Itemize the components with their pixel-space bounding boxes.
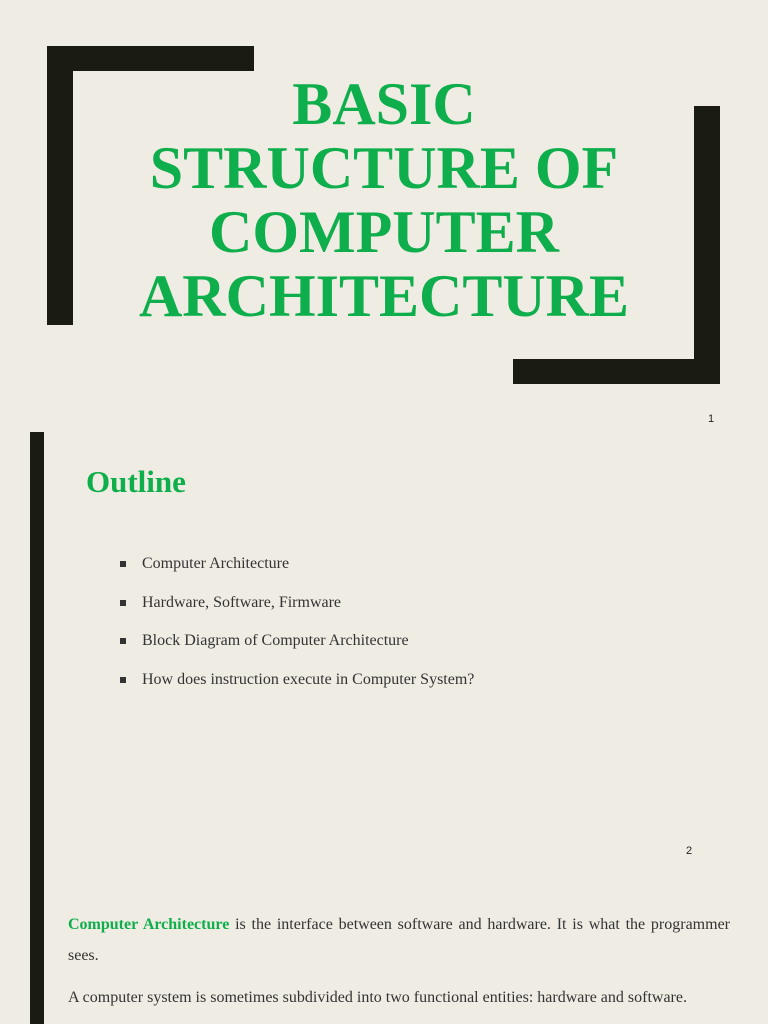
title-line: BASIC <box>292 71 476 137</box>
title-line: COMPUTER <box>209 199 559 265</box>
outline-heading: Outline <box>86 464 186 499</box>
term-computer-architecture: Computer Architecture <box>68 916 230 933</box>
left-accent-bar <box>30 432 44 865</box>
list-item <box>118 670 474 709</box>
slide-2 <box>0 432 768 865</box>
bullet-icon <box>120 677 126 683</box>
definition-paragraph <box>68 909 730 971</box>
corner-bar-bottom-right-vertical <box>694 106 720 384</box>
slide-3 <box>0 865 768 1024</box>
page-number: 1 <box>708 413 715 425</box>
list-item-text: How does instruction execute in Computer System? <box>142 670 475 688</box>
page-number: 2 <box>686 845 693 857</box>
bullet-icon <box>120 600 126 606</box>
list-item <box>118 593 474 632</box>
list-item-text: Block Diagram of Computer Architecture <box>142 632 409 649</box>
corner-bar-bottom-right-horizontal <box>513 359 720 384</box>
list-item <box>118 554 474 593</box>
slide-title <box>100 72 668 328</box>
list-item <box>118 631 474 670</box>
list-item-text: Computer Architecture <box>142 555 290 572</box>
outline-list <box>118 554 474 708</box>
bullet-icon <box>120 561 126 567</box>
list-item-text: Hardware, Software, Firmware <box>142 593 342 611</box>
title-line: STRUCTURE OF <box>149 135 619 201</box>
corner-bar-top-left-horizontal <box>47 46 254 71</box>
corner-bar-top-left-vertical <box>47 46 73 325</box>
subdivision-paragraph: A computer system is sometimes subdivided into two functional entities: hardware and software. <box>68 989 687 1006</box>
bullet-icon <box>120 638 126 644</box>
title-line: ARCHITECTURE <box>138 263 630 329</box>
left-accent-bar <box>30 865 44 1024</box>
definition-text: is the interface between software and hardware. It is what the programmer sees. <box>68 916 730 964</box>
slide-1 <box>0 0 768 432</box>
